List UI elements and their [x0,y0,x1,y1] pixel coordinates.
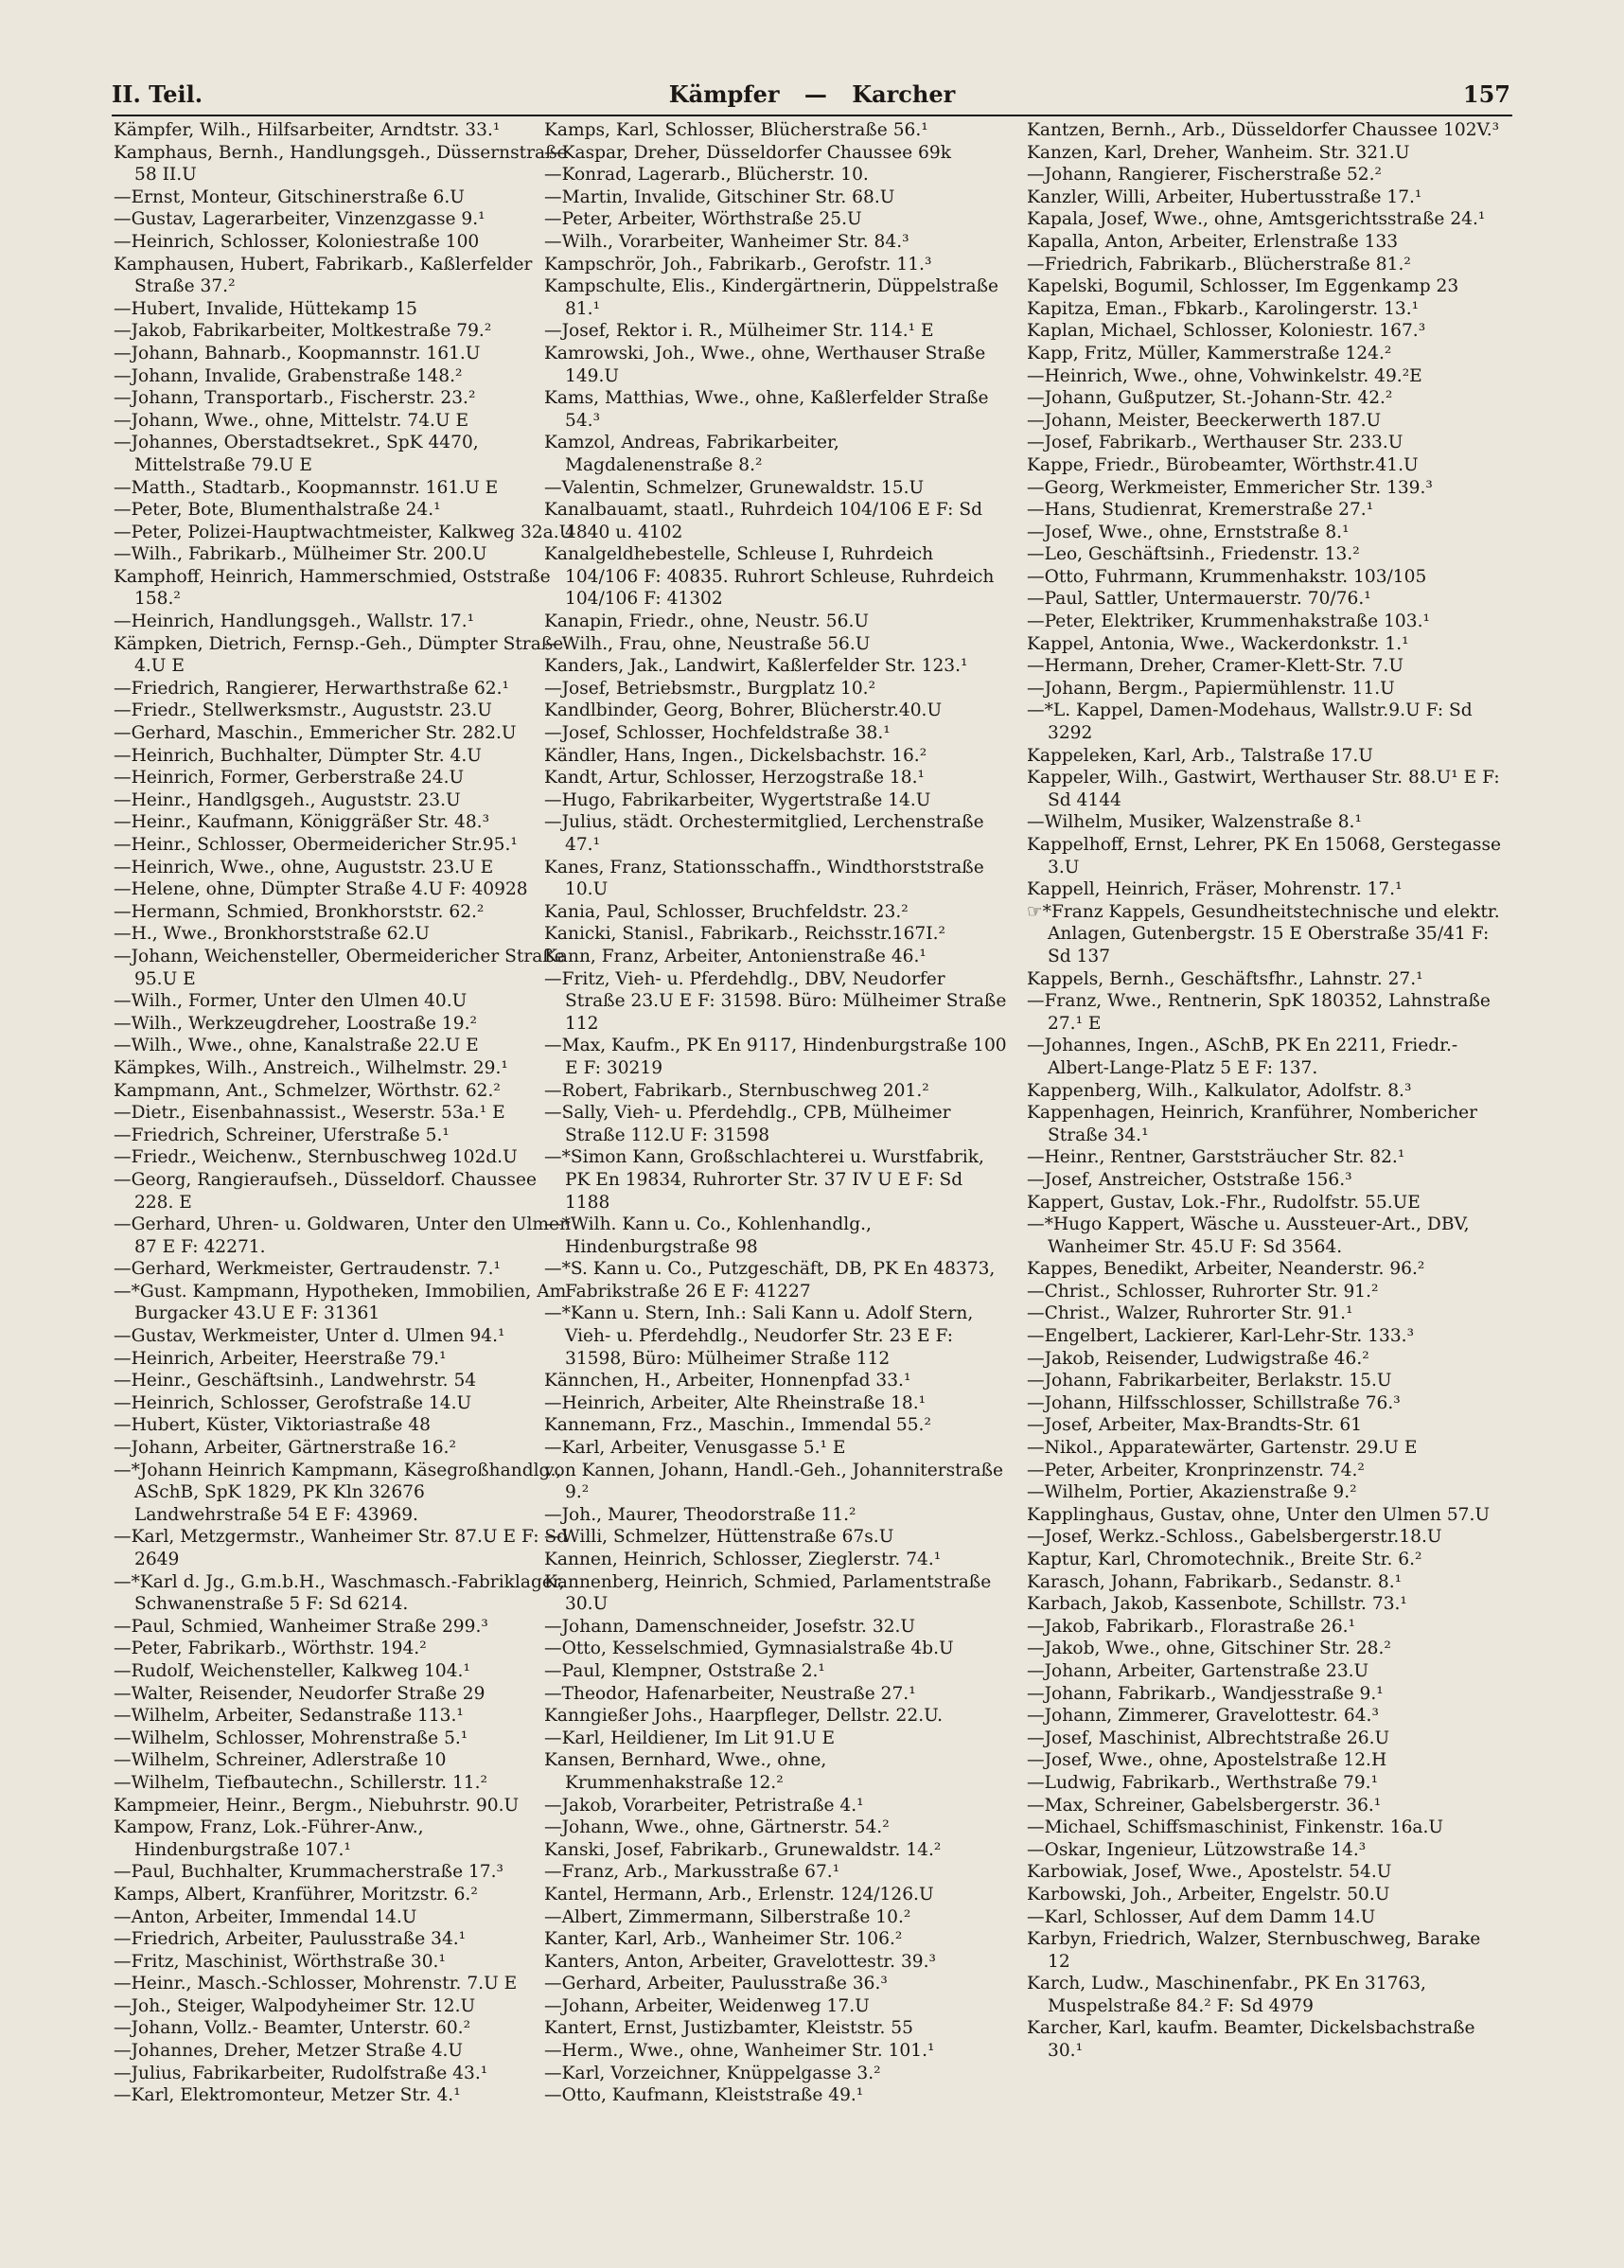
directory-entry: Kappes, Benedikt, Arbeiter, Neanderstr. 96.² [1027,1259,1425,1280]
page-range-header [0,80,1624,118]
directory-entry: —*Gust. Kampmann, Hypotheken, Immobilien, Am Burgacker 43.U E F: 31361 [114,1281,567,1324]
directory-entry: Kann, Franz, Arbeiter, Antonienstraße 46.¹ [544,946,927,966]
directory-entry: —Heinr., Schlosser, Obermeidericher Str.95.¹ [114,835,518,855]
directory-entry: Kanngießer Johs., Haarpfleger, Dellstr. 22.U. [544,1706,943,1727]
directory-entry: —Johann, Arbeiter, Gartenstraße 23.U [1027,1660,1369,1681]
directory-entry: —Jakob, Fabrikarbeiter, Moltkestraße 79.² [114,321,492,342]
directory-entry: —Gerhard, Werkmeister, Gertraudenstr. 7.¹ [114,1259,501,1280]
range-start: Kämpfer [668,80,780,108]
directory-entry: —Johann, Damenschneider, Josefstr. 32.U [544,1616,916,1637]
directory-entry: —Friedrich, Fabrikarb., Blücherstraße 81.² [1027,254,1411,275]
column-right [1027,119,1505,2063]
directory-entry: Kämpfer, Wilh., Hilfsarbeiter, Arndtstr. 33.¹ [114,120,501,140]
directory-entry: Kamps, Karl, Schlosser, Blücherstraße 56.¹ [544,120,928,140]
directory-entry: Kampschulte, Elis., Kindergärtnerin, Düppelstraße 81.¹ [544,276,999,319]
directory-entry: —Johannes, Dreher, Metzer Straße 4.U [114,2041,464,2062]
directory-entry: —Johann, Vollz.- Beamter, Unterstr. 60.² [114,2018,471,2039]
directory-entry: —*Johann Heinrich Kampmann, Käsegroßhandlg., ASchB, SpK 1829, PK Kln 32676 Landwehrstraße 54 E F: 43969. [114,1460,562,1525]
directory-entry: —Heinrich, Handlungsgeh., Wallstr. 17.¹ [114,611,475,632]
directory-entry: Kannen, Heinrich, Schlosser, Zieglerstr. 74.¹ [544,1550,942,1569]
directory-entry: —Paul, Buchhalter, Krummacherstraße 17.³ [114,1862,504,1883]
directory-entry: Kapalla, Anton, Arbeiter, Erlenstraße 133 [1027,231,1399,252]
directory-entry: —Fritz, Vieh- u. Pferdehdlg., DBV, Neudorfer Straße 23.U E F: 31598. Büro: Mülheimer Straße 112 [544,968,1007,1034]
directory-entry: —Hubert, Invalide, Hüttekamp 15 [114,298,417,319]
directory-entry: Kappel, Antonia, Wwe., Wackerdonkstr. 1.¹ [1027,633,1409,654]
directory-entry: —Leo, Geschäftsinh., Friedenstr. 13.² [1027,544,1360,565]
directory-entry: —Wilhelm, Tiefbautechn., Schillerstr. 11.² [114,1772,487,1793]
directory-entry: —Josef, Arbeiter, Max-Brandts-Str. 61 [1027,1415,1363,1436]
directory-entry: —*S. Kann u. Co., Putzgeschäft, DB, PK En 48373, Fabrikstraße 26 E F: 41227 [544,1259,996,1302]
directory-entry: Kappelhoff, Ernst, Lehrer, PK En 15068, Gerstegasse 3.U [1027,835,1502,877]
directory-entry: —Heinr., Geschäftsinh., Landwehrstr. 54 [114,1371,477,1391]
directory-entry: —Max, Kaufm., PK En 9117, Hindenburgstraße 100 E F: 30219 [544,1036,1007,1078]
directory-entry: —Fritz, Maschinist, Wörthstraße 30.¹ [114,1951,446,1972]
directory-entry: —Heinrich, Former, Gerberstraße 24.U [114,768,465,788]
directory-entry: Kampmeier, Heinr., Bergm., Niebuhrstr. 90.U [114,1795,520,1816]
directory-entry: —Johann, Transportarb., Fischerstr. 23.² [114,388,476,409]
directory-entry: —Jakob, Reisender, Ludwigstraße 46.² [1027,1348,1369,1369]
directory-entry: Kanzen, Karl, Dreher, Wanheim. Str. 321.U [1027,142,1410,163]
directory-entry: Kanski, Josef, Fabrikarb., Grunewaldstr. 14.² [544,1839,942,1860]
directory-entry: Kandlbinder, Georg, Bohrer, Blücherstr.40.U [544,700,943,721]
directory-entry: ☞*Franz Kappels, Gesundheitstechnische und elektr. Anlagen, Gutenbergstr. 15 E Oberstraße 35/41 F: Sd 137 [1027,901,1500,966]
directory-entry: —Heinrich, Buchhalter, Dümpter Str. 4.U [114,745,482,766]
directory-entry: —Wilhelm, Musiker, Walzenstraße 8.¹ [1027,812,1362,833]
directory-entry: —Johann, Arbeiter, Weidenweg 17.U [544,1995,870,2016]
directory-entry: Kampmann, Ant., Schmelzer, Wörthstr. 62.² [114,1080,501,1101]
directory-entry: —Konrad, Lagerarb., Blücherstr. 10. [544,165,869,186]
directory-entry: Kanalgeldhebestelle, Schleuse I, Ruhrdeich 104/106 F: 40835. Ruhrort Schleuse, Ruhrdeich 104/106 F: 41302 [544,544,995,610]
directory-entry: —Johann, Wwe., ohne, Gärtnerstr. 54.² [544,1817,890,1838]
directory-entry: —Karl, Metzgermstr., Wanheimer Str. 87.U E F: Sd 2649 [114,1527,569,1569]
directory-entry: —Kaspar, Dreher, Düsseldorfer Chaussee 69k [544,142,951,163]
directory-entry: —*Hugo Kappert, Wäsche u. Aussteuer-Art., DBV, Wanheimer Str. 45.U F: Sd 3564. [1027,1214,1470,1257]
directory-entry: —Engelbert, Lackierer, Karl-Lehr-Str. 133.³ [1027,1326,1415,1347]
directory-entry: —Ernst, Monteur, Gitschinerstraße 6.U [114,186,465,207]
directory-entry: —Jakob, Fabrikarb., Florastraße 26.¹ [1027,1616,1356,1637]
directory-entry: —Robert, Fabrikarb., Sternbuschweg 201.² [544,1080,929,1101]
directory-entry: —Paul, Schmied, Wanheimer Straße 299.³ [114,1616,488,1637]
directory-entry: Kamphaus, Bernh., Handlungsgeh., Düssernstraße 58 II.U [114,142,568,186]
directory-entry: Kampschrör, Joh., Fabrikarb., Gerofstr. 11.³ [544,254,932,275]
directory-entry: —Johann, Hilfsschlosser, Schillstraße 76.³ [1027,1392,1401,1413]
directory-entry: Kamrowski, Joh., Wwe., ohne, Werthauser Straße 149.U [544,343,986,386]
directory-entry: —Wilhelm, Portier, Akazienstraße 9.² [1027,1482,1357,1503]
directory-entry: Kantel, Hermann, Arb., Erlenstr. 124/126.U [544,1884,934,1905]
range-dash: — [803,80,827,108]
directory-entry: —Julius, Fabrikarbeiter, Rudolfstraße 43.¹ [114,2063,488,2083]
directory-entry: —Jakob, Vorarbeiter, Petristraße 4.¹ [544,1795,864,1816]
directory-entry: Kapp, Fritz, Müller, Kammerstraße 124.² [1027,343,1392,363]
directory-entry: —Paul, Sattler, Untermauerstr. 70/76.¹ [1027,589,1371,610]
directory-entry: Kapala, Josef, Wwe., ohne, Amtsgerichtsstraße 24.¹ [1027,209,1486,230]
part-label: II. Teil. [112,80,203,108]
directory-entry: —Wilh., Frau, ohne, Neustraße 56.U [544,633,871,654]
directory-entry: —Karl, Schlosser, Auf dem Damm 14.U [1027,1906,1376,1927]
directory-entry: —Willi, Schmelzer, Hüttenstraße 67s.U [544,1527,894,1548]
directory-entry: Kappe, Friedr., Bürobeamter, Wörthstr.41.U [1027,454,1419,475]
directory-entry: Kämpken, Dietrich, Fernsp.-Geh., Dümpter Straße 4.U E [114,633,564,677]
directory-entry: —Gustav, Lagerarbeiter, Vinzenzgasse 9.¹ [114,209,485,230]
directory-entry: —Johann, Arbeiter, Gärtnerstraße 16.² [114,1438,456,1459]
directory-entry: —Wilh., Werkzeugdreher, Loostraße 19.² [114,1013,477,1034]
directory-entry: —Peter, Arbeiter, Wörthstraße 25.U [544,209,862,230]
directory-entry: Kanzler, Willi, Arbeiter, Hubertusstraße 17.¹ [1027,186,1422,207]
directory-entry: —Heinrich, Schlosser, Gerofstraße 14.U [114,1392,472,1413]
directory-entry: —Heinr., Masch.-Schlosser, Mohrenstr. 7.U E [114,1974,518,1994]
directory-entry: —Paul, Klempner, Oststraße 2.¹ [544,1660,825,1681]
directory-entry: Kamphausen, Hubert, Fabrikarb., Kaßlerfelder Straße 37.² [114,254,533,297]
directory-entry: —Nikol., Apparatewärter, Gartenstr. 29.U E [1027,1438,1418,1459]
directory-entry: —Christ., Walzer, Ruhrorter Str. 91.¹ [1027,1303,1353,1324]
directory-entry: —Heinrich, Wwe., ohne, Auguststr. 23.U E [114,857,494,877]
directory-entry: —Heinrich, Wwe., ohne, Vohwinkelstr. 49.²E [1027,365,1422,386]
directory-entry: —Peter, Polizei-Hauptwachtmeister, Kalkweg 32a.U [114,522,574,542]
directory-entry: —Friedrich, Rangierer, Herwarthstraße 62.¹ [114,678,509,699]
directory-entry: —Hugo, Fabrikarbeiter, Wygertstraße 14.U [544,789,931,810]
directory-entry: Kapplinghaus, Gustav, ohne, Unter den Ulmen 57.U [1027,1504,1491,1525]
directory-entry: —Heinrich, Arbeiter, Alte Rheinstraße 18.¹ [544,1392,927,1413]
header-rule [112,115,1512,116]
directory-entry: —Karl, Elektromonteur, Metzer Str. 4.¹ [114,2085,461,2106]
directory-entry: —Johann, Bergm., Papiermühlenstr. 11.U [1027,678,1395,699]
directory-entry: —Wilh., Former, Unter den Ulmen 40.U [114,991,468,1012]
directory-entry: Kanders, Jak., Landwirt, Kaßlerfelder Str. 123.¹ [544,656,968,677]
directory-entry: —Herm., Wwe., ohne, Wanheimer Str. 101.¹ [544,2041,935,2062]
page-number: 157 [1462,80,1510,108]
directory-entry: —Helene, ohne, Dümpter Straße 4.U F: 40928 [114,879,528,900]
directory-entry: —Gerhard, Maschin., Emmericher Str. 282.U [114,723,517,744]
directory-entry: Karbyn, Friedrich, Walzer, Sternbuschweg, Barake 12 [1027,1929,1481,1972]
directory-entry: —*Kann u. Stern, Inh.: Sali Kann u. Adolf Stern, Vieh- u. Pferdehdlg., Neudorfer Str. 23 E F: 31598, Büro: Mülheimer Straße 112 [544,1303,974,1369]
directory-entry: —Wilh., Fabrikarb., Mülheimer Str. 200.U [114,544,487,565]
directory-entry: —Johann, Weichensteller, Obermeidericher Straße 95.U E [114,946,565,989]
directory-entry: —Georg, Rangieraufseh., Düsseldorf. Chaussee 228. E [114,1169,537,1213]
directory-entry: Kapelski, Bogumil, Schlosser, Im Eggenkamp 23 [1027,276,1459,297]
directory-entry: Kantzen, Bernh., Arb., Düsseldorfer Chaussee 102V.³ [1027,120,1500,140]
directory-entry: Karbach, Jakob, Kassenbote, Schillstr. 73.¹ [1027,1594,1407,1615]
directory-entry: Kaptur, Karl, Chromotechnik., Breite Str. 6.² [1027,1550,1422,1569]
directory-entry: —Johann, Fabrikarbeiter, Berlakstr. 15.U [1027,1371,1392,1391]
directory-entry: Kanicki, Stanisl., Fabrikarb., Reichsstr.167I.² [544,924,945,945]
directory-entry: Kampow, Franz, Lok.-Führer-Anw., Hindenburgstraße 107.¹ [114,1817,424,1860]
directory-entry: Kappert, Gustav, Lok.-Fhr., Rudolfstr. 55.UE [1027,1192,1421,1213]
directory-entry: —Peter, Elektriker, Krummenhakstraße 103.¹ [1027,611,1430,632]
directory-entry: —Heinr., Kaufmann, Königgräßer Str. 48.³ [114,812,490,833]
directory-entry: Kämpkes, Wilh., Anstreich., Wilhelmstr. 29.¹ [114,1057,508,1078]
directory-entry: —Ludwig, Fabrikarb., Werthstraße 79.¹ [1027,1772,1379,1793]
directory-entry: von Kannen, Johann, Handl.-Geh., Johanniterstraße 9.² [544,1460,1004,1503]
directory-entry: —Johann, Rangierer, Fischerstraße 52.² [1027,165,1382,186]
directory-entry: —Walter, Reisender, Neudorfer Straße 29 [114,1683,485,1704]
directory-entry: —Franz, Wwe., Rentnerin, SpK 180352, Lahnstraße 27.¹ E [1027,991,1491,1034]
directory-entry: Karch, Ludw., Maschinenfabr., PK En 31763, Muspelstraße 84.² F: Sd 4979 [1027,1974,1426,2016]
directory-entry: —Hans, Studienrat, Kremerstraße 27.¹ [1027,500,1374,521]
directory-entry: Kamzol, Andreas, Fabrikarbeiter, Magdalenenstraße 8.² [544,433,839,475]
directory-entry: —Johannes, Ingen., ASchB, PK En 2211, Friedr.-Albert-Lange-Platz 5 E F: 137. [1027,1036,1458,1078]
directory-entry: —Josef, Maschinist, Albrechtstraße 26.U [1027,1728,1390,1748]
directory-entry: —Michael, Schiffsmaschinist, Finkenstr. 16a.U [1027,1817,1444,1838]
directory-entry: —Johann, Wwe., ohne, Mittelstr. 74.U E [114,410,469,431]
directory-entry: —Wilhelm, Arbeiter, Sedanstraße 113.¹ [114,1706,464,1727]
directory-entry: Kams, Matthias, Wwe., ohne, Kaßlerfelder Straße 54.³ [544,388,989,431]
directory-entry: —Sally, Vieh- u. Pferdehdlg., CPB, Mülheimer Straße 112.U F: 31598 [544,1103,951,1145]
directory-entry: —Josef, Werkz.-Schloss., Gabelsbergerstr.18.U [1027,1527,1442,1548]
directory-entry: —Karl, Vorzeichner, Knüppelgasse 3.² [544,2063,881,2083]
directory-entry: —Joh., Steiger, Walpodyheimer Str. 12.U [114,1995,476,2016]
directory-entry: —*Karl d. Jg., G.m.b.H., Waschmasch.-Fabriklager, Schwanenstraße 5 F: Sd 6214. [114,1571,565,1615]
directory-entry: Kappell, Heinrich, Fräser, Mohrenstr. 17.¹ [1027,879,1403,900]
directory-entry: Kännchen, H., Arbeiter, Honnenpfad 33.¹ [544,1371,911,1391]
directory-entry: Kanalbauamt, staatl., Ruhrdeich 104/106 E F: Sd 4840 u. 4102 [544,500,982,542]
directory-entry: —Anton, Arbeiter, Immendal 14.U [114,1906,417,1927]
directory-entry: —Peter, Arbeiter, Kronprinzenstr. 74.² [1027,1460,1365,1480]
directory-entry: —Martin, Invalide, Gitschiner Str. 68.U [544,186,895,207]
column-middle [544,119,1008,2107]
directory-entry: —Otto, Kaufmann, Kleiststraße 49.¹ [544,2085,864,2106]
directory-entry: —Heinr., Rentner, Garststräucher Str. 82.¹ [1027,1147,1405,1168]
directory-entry: —Friedrich, Arbeiter, Paulusstraße 34.¹ [114,1929,467,1950]
directory-entry: —Josef, Fabrikarb., Werthauser Str. 233.U [1027,433,1403,453]
directory-entry: —*Wilh. Kann u. Co., Kohlenhandlg., Hindenburgstraße 98 [544,1214,872,1257]
directory-entry: Karbowski, Joh., Arbeiter, Engelstr. 50.U [1027,1884,1390,1905]
directory-entry: —Wilhelm, Schlosser, Mohrenstraße 5.¹ [114,1728,468,1748]
directory-entry: —Jakob, Wwe., ohne, Gitschiner Str. 28.² [1027,1639,1391,1659]
directory-entry: Kandt, Artur, Schlosser, Herzogstraße 18.¹ [544,768,925,788]
directory-entry: —Josef, Rektor i. R., Mülheimer Str. 114.¹ E [544,321,934,342]
column-left [114,119,577,2107]
directory-entry: —Rudolf, Weichensteller, Kalkweg 104.¹ [114,1660,470,1681]
directory-entry: —Johann, Bahnarb., Koopmannstr. 161.U [114,343,481,363]
directory-entry: Karcher, Karl, kaufm. Beamter, Dickelsbachstraße 30.¹ [1027,2018,1475,2062]
directory-entry: Kanter, Karl, Arb., Wanheimer Str. 106.² [544,1929,903,1950]
directory-entry: Kantert, Ernst, Justizbamter, Kleiststr. 55 [544,2018,913,2039]
directory-entry: —Matth., Stadtarb., Koopmannstr. 161.U E [114,477,499,498]
directory-entry: Karbowiak, Josef, Wwe., Apostelstr. 54.U [1027,1862,1392,1883]
directory-entry: —Otto, Kesselschmied, Gymnasialstraße 4b.U [544,1639,954,1659]
directory-entry: —*L. Kappel, Damen-Modehaus, Wallstr.9.U F: Sd 3292 [1027,700,1473,744]
directory-entry: —Johann, Zimmerer, Gravelottestr. 64.³ [1027,1706,1379,1727]
directory-entry: —Friedr., Weichenw., Sternbuschweg 102d.U [114,1147,518,1168]
directory-entry: —Oskar, Ingenieur, Lützowstraße 14.³ [1027,1839,1367,1860]
directory-entry: —Josef, Wwe., ohne, Ernststraße 8.¹ [1027,522,1350,542]
directory-entry: Kania, Paul, Schlosser, Bruchfeldstr. 23.² [544,901,909,922]
directory-entry: Kappeleken, Karl, Arb., Talstraße 17.U [1027,745,1373,766]
directory-entry: —Heinrich, Arbeiter, Heerstraße 79.¹ [114,1348,447,1369]
directory-entry: Kaplan, Michael, Schlosser, Koloniestr. 167.³ [1027,321,1426,342]
directory-entry: Kanapin, Friedr., ohne, Neustr. 56.U [544,611,870,632]
directory-entry: —Johann, Invalide, Grabenstraße 148.² [114,365,463,386]
directory-entry: —Heinrich, Schlosser, Koloniestraße 100 [114,231,480,252]
directory-entry: —*Simon Kann, Großschlachterei u. Wurstfabrik, PK En 19834, Ruhrorter Str. 37 IV U E F: Sd 1188 [544,1147,984,1213]
directory-entry: —Georg, Werkmeister, Emmericher Str. 139.³ [1027,477,1433,498]
directory-entry: Kanters, Anton, Arbeiter, Gravelottestr. 39.³ [544,1951,936,1972]
directory-entry: Kapitza, Eman., Fbkarb., Karolingerstr. 13.¹ [1027,298,1420,319]
directory-entry: Kamps, Albert, Kranführer, Moritzstr. 6.² [114,1884,478,1905]
directory-entry: —Friedr., Stellwerksmstr., Auguststr. 23.U [114,700,492,721]
directory-entry: —Christ., Schlosser, Ruhrorter Str. 91.² [1027,1281,1379,1302]
directory-entry: Karasch, Johann, Fabrikarb., Sedanstr. 8.¹ [1027,1571,1403,1592]
directory-entry: —Hermann, Dreher, Cramer-Klett-Str. 7.U [1027,656,1403,677]
directory-entry: —Dietr., Eisenbahnassist., Weserstr. 53a.¹ E [114,1103,505,1124]
directory-entry: —Joh., Maurer, Theodorstraße 11.² [544,1504,856,1525]
directory-entry: —Josef, Wwe., ohne, Apostelstraße 12.H [1027,1750,1387,1771]
directory-entry: Kannemann, Frz., Maschin., Immendal 55.² [544,1415,931,1436]
directory-entry: —Gustav, Werkmeister, Unter d. Ulmen 94.¹ [114,1326,505,1347]
directory-entry: —Johann, Meister, Beeckerwerth 187.U [1027,410,1382,431]
directory-entry: —Gerhard, Arbeiter, Paulusstraße 36.³ [544,1974,888,1994]
directory-entry: Kannenberg, Heinrich, Schmied, Parlamentstraße 30.U [544,1571,992,1615]
directory-entry: —Hermann, Schmied, Bronkhorststr. 62.² [114,901,485,922]
directory-entry: —Peter, Fabrikarb., Wörthstr. 194.² [114,1639,427,1659]
directory-entry: Kappenhagen, Heinrich, Kranführer, Nombericher Straße 34.¹ [1027,1103,1478,1145]
directory-entry: —Wilh., Wwe., ohne, Kanalstraße 22.U E [114,1036,479,1056]
directory-entry: —Johann, Fabrikarb., Wandjesstraße 9.¹ [1027,1683,1384,1704]
directory-entry: —Wilhelm, Schreiner, Adlerstraße 10 [114,1750,447,1771]
directory-entry: —H., Wwe., Bronkhorststraße 62.U [114,924,430,945]
directory-entry: —Johannes, Oberstadtsekret., SpK 4470, Mittelstraße 79.U E [114,433,479,475]
directory-entry: —Valentin, Schmelzer, Grunewaldstr. 15.U [544,477,925,498]
directory-entry: Kanes, Franz, Stationsschaffn., Windthorststraße 10.U [544,857,984,900]
directory-entry: —Johann, Gußputzer, St.-Johann-Str. 42.² [1027,388,1393,409]
directory-entry: —Max, Schreiner, Gabelsbergerstr. 36.¹ [1027,1795,1382,1816]
directory-entry: Kansen, Bernhard, Wwe., ohne, Krummenhakstraße 12.² [544,1750,827,1793]
directory-entry: —Heinr., Handlgsgeh., Auguststr. 23.U [114,789,461,810]
directory-entry: —Karl, Heildiener, Im Lit 91.U E [544,1728,836,1748]
directory-entry: Kappenberg, Wilh., Kalkulator, Adolfstr. 8.³ [1027,1080,1412,1101]
directory-entry: —Friedrich, Schreiner, Uferstraße 5.¹ [114,1125,450,1145]
directory-entry: Kappels, Bernh., Geschäftsfhr., Lahnstr. 27.¹ [1027,968,1423,989]
directory-entry: —Theodor, Hafenarbeiter, Neustraße 27.¹ [544,1683,916,1704]
directory-entry: Kändler, Hans, Ingen., Dickelsbachstr. 16.² [544,745,927,766]
range-end: Karcher [852,80,956,108]
directory-entry: —Karl, Arbeiter, Venusgasse 5.¹ E [544,1438,846,1459]
directory-entry: —Peter, Bote, Blumenthalstraße 24.¹ [114,500,441,521]
directory-entry: —Gerhard, Uhren- u. Goldwaren, Unter den Ulmen 87 E F: 42271. [114,1214,572,1257]
directory-entry: —Wilh., Vorarbeiter, Wanheimer Str. 84.³ [544,231,909,252]
directory-entry: —Josef, Schlosser, Hochfeldstraße 38.¹ [544,723,891,744]
directory-entry: —Otto, Fuhrmann, Krummenhakstr. 103/105 [1027,566,1427,587]
directory-entry: —Albert, Zimmermann, Silberstraße 10.² [544,1906,911,1927]
directory-entry: Kamphoff, Heinrich, Hammerschmied, Oststraße 158.² [114,566,551,610]
directory-entry: —Franz, Arb., Markusstraße 67.¹ [544,1862,840,1883]
directory-entry: —Julius, städt. Orchestermitglied, Lerchenstraße 47.¹ [544,812,984,855]
directory-entry: —Hubert, Küster, Viktoriastraße 48 [114,1415,431,1436]
directory-entry: —Josef, Betriebsmstr., Burgplatz 10.² [544,678,876,699]
directory-entry: Kappeler, Wilh., Gastwirt, Werthauser Str. 88.U¹ E F: Sd 4144 [1027,768,1500,810]
directory-entry: —Josef, Anstreicher, Oststraße 156.³ [1027,1169,1352,1190]
